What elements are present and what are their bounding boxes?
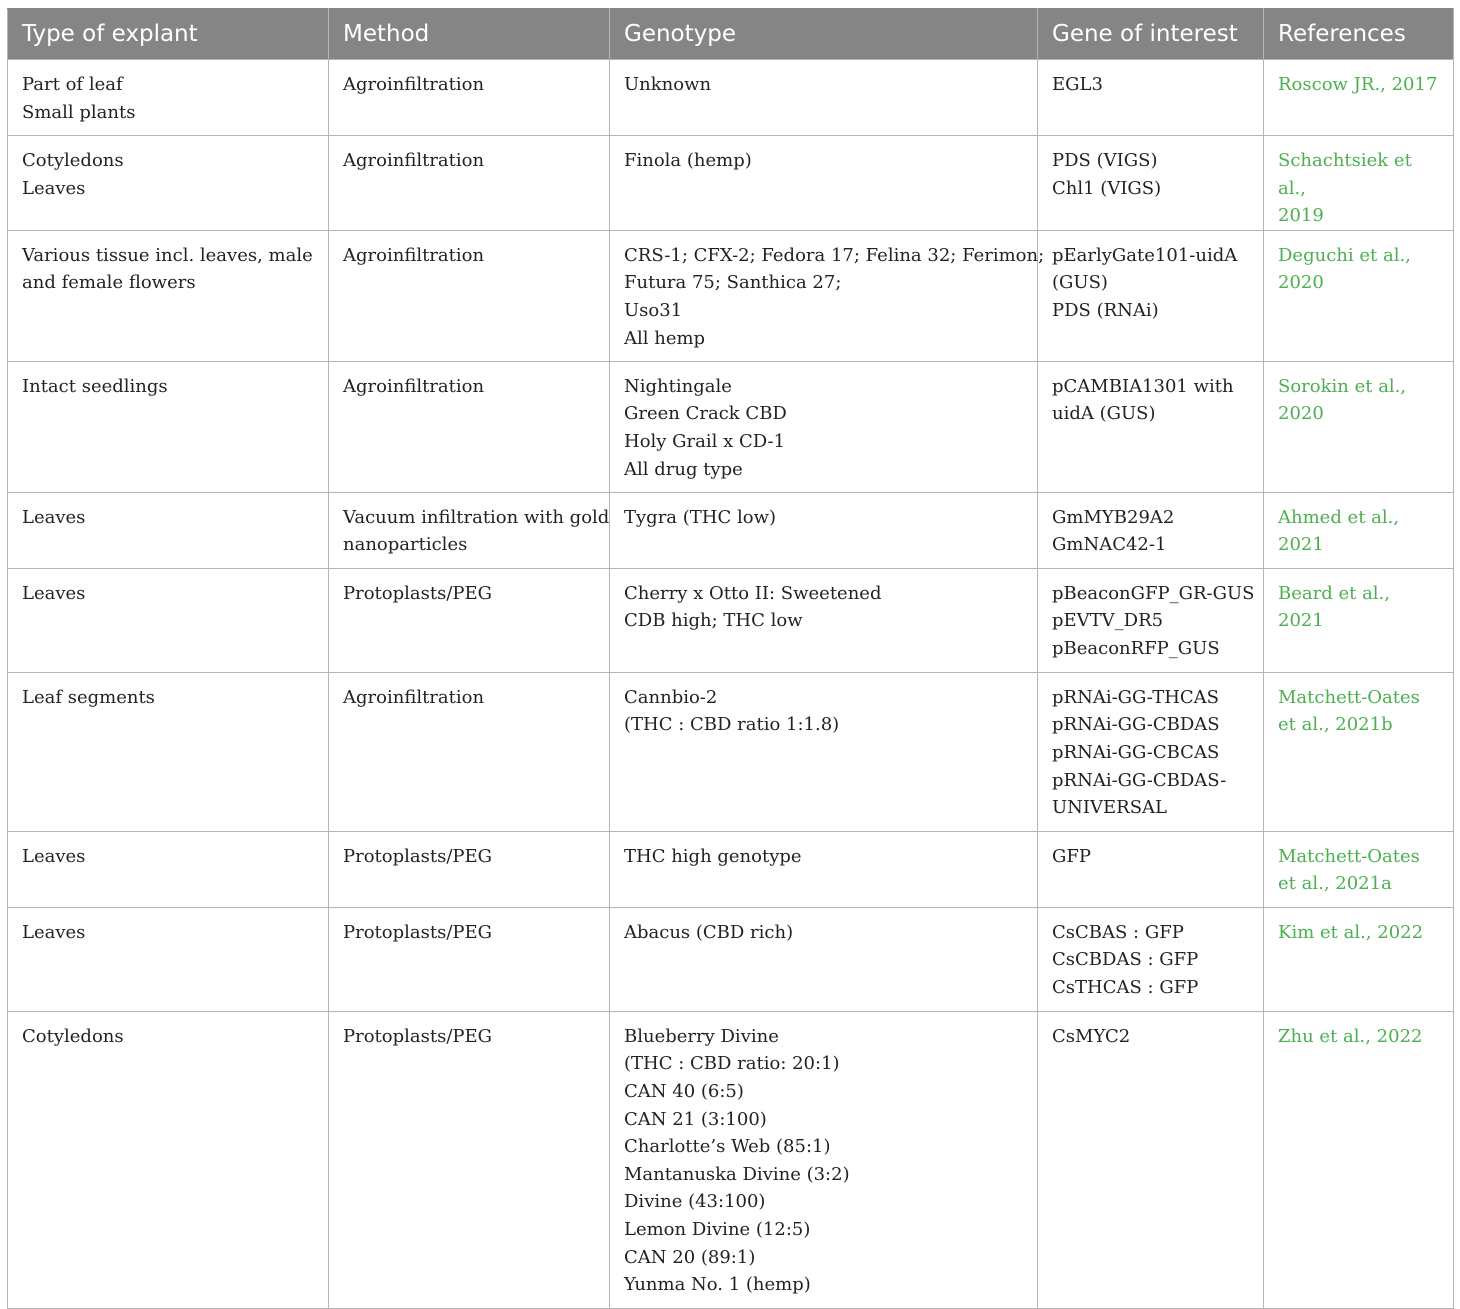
genotype-cell [610,136,1038,231]
genotype-cell-line: Yunma No. 1 (hemp) [624,1274,811,1296]
explant-cell [8,568,329,672]
reference-link-line[interactable]: Schachtsiek et al., [1278,150,1412,199]
reference-link-line[interactable]: et al., 2021b [1278,714,1393,736]
table-row [8,907,1454,1011]
gene-cell-line: pEVTV_DR5 [1052,610,1164,632]
header-genotype: Genotype [610,9,1038,60]
genotype-cell [610,361,1038,492]
genotype-cell [610,568,1038,672]
table-row [8,230,1454,361]
data-table [7,8,1454,1309]
genotype-cell [610,60,1038,136]
genotype-cell-line: Futura 75; Santhica 27; [624,272,842,294]
genotype-cell-line: Tygra (THC low) [624,506,776,528]
reference-link-line[interactable]: Sorokin et al., 2020 [1278,375,1407,425]
genotype-cell [610,230,1045,361]
method-cell-line: Agroinfiltration [343,150,485,171]
reference-link[interactable] [1264,907,1454,1011]
gene-cell [1038,568,1264,672]
method-cell [329,831,610,907]
gene-cell [1038,672,1264,831]
gene-cell [1038,136,1264,231]
gene-cell-line: pBeaconGFP_GR-GUS [1052,582,1255,604]
explant-cell-line: Cotyledons [22,1025,124,1047]
explant-cell [8,136,329,231]
table-row [8,136,1454,231]
gene-cell-line: GmNAC42-1 [1052,534,1167,556]
gene-cell-line: pRNAi-GG-CBDAS [1052,714,1220,736]
genotype-cell-line: Charlotte’s Web (85:1) [624,1136,831,1158]
reference-link-line[interactable]: Matchett-Oates [1278,686,1420,708]
method-cell-line: Agroinfiltration [343,244,485,266]
method-cell [329,230,610,361]
table-row [8,60,1454,136]
method-cell [329,492,610,568]
explant-cell-line: Intact seedlings [22,375,168,397]
method-cell [329,361,610,492]
gene-cell [1038,831,1264,907]
gene-cell-line: CsCBAS : GFP [1052,921,1184,943]
genotype-cell-line: All hemp [624,327,706,349]
reference-link-line[interactable]: Roscow JR., 2017 [1278,74,1438,95]
method-cell-line: Protoplasts/PEG [343,1025,493,1047]
explant-cell-line: and female flowers [22,272,196,294]
gene-cell-line: uidA (GUS) [1052,403,1156,425]
genotype-cell-line: (THC : CBD ratio 1:1.8) [624,714,840,736]
method-cell [329,1011,610,1308]
table-row [8,361,1454,492]
genotype-cell-line: CDB high; THC low [624,610,803,632]
reference-link-line[interactable]: 2020 [1278,272,1324,294]
gene-cell [1038,492,1264,568]
gene-cell-line: pRNAi-GG-CBDAS- [1052,769,1227,791]
genotype-cell-line: THC high genotype [624,845,802,867]
genotype-cell-line: Mantanuska Divine (3:2) [624,1163,850,1185]
method-cell [329,136,610,231]
explant-cell-line: Leaves [22,506,86,528]
gene-cell-line: GFP [1052,845,1091,867]
explant-cell-line: Cotyledons [22,150,124,171]
method-cell-line: Protoplasts/PEG [343,845,493,867]
reference-link[interactable] [1264,568,1454,672]
explant-cell-line: Small plants [22,101,136,123]
gene-cell-line: pRNAi-GG-THCAS [1052,686,1220,708]
gene-cell-line: UNIVERSAL [1052,797,1168,819]
genotype-cell-line: Unknown [624,74,712,95]
genotype-cell-line: CAN 40 (6:5) [624,1080,744,1102]
gene-cell-line: pCAMBIA1301 with [1052,375,1234,397]
table-row [8,492,1454,568]
reference-link[interactable] [1264,492,1454,568]
method-cell-line: Agroinfiltration [343,74,485,95]
explant-cell-line: Leaves [22,582,86,604]
method-cell-line: Agroinfiltration [343,375,485,397]
explant-cell [8,361,329,492]
method-cell [329,60,610,136]
method-cell [329,907,610,1011]
gene-cell [1038,907,1264,1011]
gene-cell [1038,60,1264,136]
header-type-of-explant: Type of explant [8,9,329,60]
reference-link[interactable] [1264,672,1454,831]
explant-cell [8,60,329,136]
gene-cell-line: GmMYB29A2 [1052,506,1175,528]
table-row [8,672,1454,831]
genotype-cell [610,831,1038,907]
reference-link[interactable] [1264,361,1454,492]
gene-cell-line: Chl1 (VIGS) [1052,177,1162,199]
gene-cell-line: (GUS) [1052,272,1108,294]
reference-link-line[interactable]: Beard et al., 2021 [1278,582,1390,632]
genotype-cell [610,907,1038,1011]
explant-cell-line: Leaves [22,845,86,867]
table-row [8,831,1454,907]
reference-link[interactable] [1264,831,1454,907]
gene-cell-line: pRNAi-GG-CBCAS [1052,741,1220,763]
table-body [8,60,1454,1309]
explant-cell [8,831,329,907]
method-cell-line: nanoparticles [343,534,468,556]
genotype-cell-line: Nightingale [624,375,732,397]
gene-cell-line: CsCBDAS : GFP [1052,949,1199,971]
reference-link[interactable] [1264,60,1454,136]
method-cell [329,568,610,672]
reference-link-line[interactable]: Kim et al., 2022 [1278,921,1424,943]
gene-cell-line: pEarlyGate101-uidA [1052,244,1238,266]
genotype-cell-line: All drug type [624,458,743,480]
gene-cell [1038,1011,1264,1308]
explant-cell [8,672,329,831]
genotype-cell-line: Lemon Divine (12:5) [624,1218,811,1240]
table-row [8,568,1454,672]
explant-cell [8,1011,329,1308]
header-row [8,9,1454,60]
genotype-cell-line: Blueberry Divine [624,1025,779,1047]
genotype-cell-line: Uso31 [624,299,683,321]
explant-cell [8,492,329,568]
genotype-cell [610,672,1038,831]
genotype-cell-line: Cherry x Otto II: Sweetened [624,582,882,604]
gene-cell-line: pBeaconRFP_GUS [1052,637,1220,659]
reference-link-line[interactable]: Ahmed et al., 2021 [1278,506,1400,556]
genotype-cell-line: CAN 20 (89:1) [624,1246,756,1268]
genotype-cell-line: CRS-1; CFX-2; Fedora 17; Felina 32; Ferimon; [624,244,1045,266]
gene-cell-line: PDS (VIGS) [1052,150,1158,171]
genotype-cell-line: Abacus (CBD rich) [624,921,794,943]
genotype-cell-line: Divine (43:100) [624,1191,766,1213]
genotype-cell [610,1011,1038,1308]
explant-cell-line: Various tissue incl. leaves, male [22,244,313,266]
reference-link[interactable] [1264,136,1454,231]
reference-link-line[interactable]: 2019 [1278,205,1324,227]
gene-cell [1038,361,1264,492]
header-references: References [1264,9,1454,60]
explant-cell-line: Leaves [22,921,86,943]
method-cell [329,672,610,831]
reference-link-line[interactable]: Matchett-Oates [1278,845,1420,867]
gene-cell-line: CsTHCAS : GFP [1052,976,1199,998]
reference-link[interactable] [1264,1011,1454,1308]
genotype-cell-line: Finola (hemp) [624,150,752,171]
reference-link-line[interactable]: et al., 2021a [1278,873,1392,895]
explant-cell [8,230,329,361]
genotype-cell [610,492,1038,568]
genotype-cell-line: Holy Grail x CD-1 [624,430,786,452]
method-cell-line: Protoplasts/PEG [343,921,493,943]
explant-cell-line: Part of leaf [22,74,123,95]
explant-cell-line: Leaves [22,177,86,199]
gene-cell-line: PDS (RNAi) [1052,299,1159,321]
reference-link[interactable] [1264,230,1454,361]
gene-cell [1038,230,1264,361]
header-method: Method [329,9,610,60]
reference-link-line[interactable]: Deguchi et al., [1278,244,1411,266]
header-gene-of-interest: Gene of interest [1038,9,1264,60]
gene-cell-line: CsMYC2 [1052,1025,1131,1047]
genotype-cell-line: Cannbio-2 [624,686,718,708]
reference-link-line[interactable]: Zhu et al., 2022 [1278,1025,1423,1047]
gene-cell-line: EGL3 [1052,74,1103,95]
explant-cell-line: Leaf segments [22,686,155,708]
genotype-cell-line: CAN 21 (3:100) [624,1108,767,1130]
explant-cell [8,907,329,1011]
genotype-cell-line: Green Crack CBD [624,403,787,425]
method-cell-line: Agroinfiltration [343,686,485,708]
method-cell-line: Vacuum infiltration with gold [343,506,610,528]
table-row [8,1011,1454,1308]
genotype-cell-line: (THC : CBD ratio: 20:1) [624,1053,840,1075]
method-cell-line: Protoplasts/PEG [343,582,493,604]
